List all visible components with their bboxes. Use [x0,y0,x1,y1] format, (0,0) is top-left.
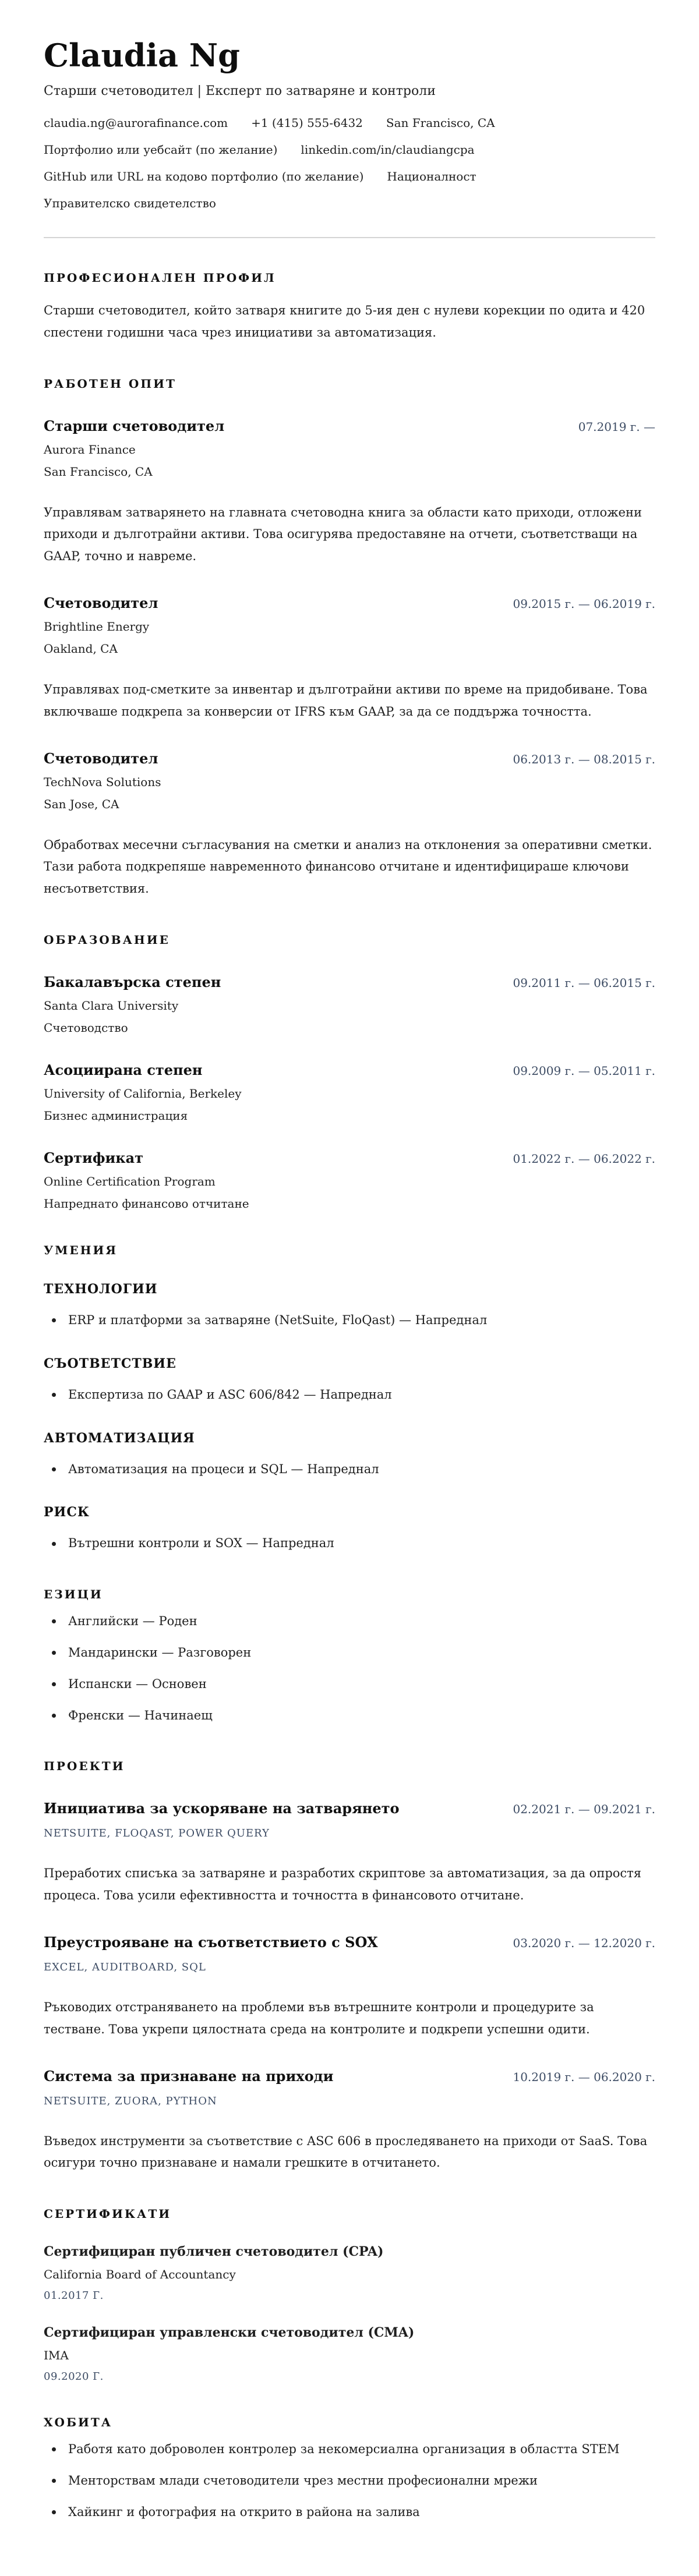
project-title: Инициатива за ускоряване на затварянето [44,1800,400,1817]
project-stack: NETSUITE, ZUORA, PYTHON [44,2094,217,2107]
project-head [44,2068,655,2085]
hobby-item: Работя като доброволен контролер за некомерсиална организация в областта STEM [44,2439,649,2461]
section-skills [44,1243,655,1555]
section-heading-education: ОБРАЗОВАНИЕ [44,933,170,947]
contact-row [44,169,655,183]
job-entry [44,417,655,568]
skill-item: Автоматизация на процеси и SQL — Напреднал [44,1459,649,1481]
section-heading-languages: ЕЗИЦИ [44,1587,103,1602]
contact-github-label: GitHub или URL на кодово портфолио (по желание) [44,169,364,184]
section-heading-experience: РАБОТЕН ОПИТ [44,376,176,391]
education-school: Santa Clara University [44,999,179,1013]
contact-linkedin: linkedin.com/in/claudiangcpa [301,143,475,157]
education-entry [44,1149,655,1211]
job-company: TechNova Solutions [44,774,161,789]
project-dates: 02.2021 г. — 09.2021 г. [513,1802,655,1817]
skill-group-title: ТЕХНОЛОГИИ [44,1282,158,1297]
project-title: Система за признаване на приходи [44,2067,334,2085]
contact-row [44,116,655,130]
job-entry [44,595,655,723]
project-stack: EXCEL, AUDITBOARD, SQL [44,1961,206,1974]
contact-portfolio-label: Портфолио или уебсайт (по желание) [44,143,278,157]
project-head [44,1934,655,1951]
skill-list [44,1533,655,1555]
contact-location: San Francisco, CA [386,116,495,130]
section-hobbies [44,2415,655,2523]
project-description: Преработих списъка за затваряне и разработих скриптове за автоматизация, за да опростя процеса. Това усили ефективността и точността в финансовото отчитане. [44,1866,642,1903]
section-education [44,933,655,1211]
section-certifications [44,2207,655,2383]
job-company: Aurora Finance [44,442,136,457]
language-item: Мандарински — Разговорен [44,1642,649,1664]
job-location: Oakland, CA [44,642,118,656]
job-dates: 06.2013 г. — 08.2015 г. [513,752,655,766]
section-heading-projects: ПРОЕКТИ [44,1759,125,1774]
section-heading-skills: УМЕНИЯ [44,1243,118,1258]
skill-item: Вътрешни контроли и SOX — Напреднал [44,1533,649,1555]
skill-group-title: РИСК [44,1505,90,1520]
degree-title: Сертификат [44,1149,144,1167]
job-title: Старши счетоводител [44,417,225,434]
contact-email: claudia.ng@aurorafinance.com [44,116,228,130]
project-dates: 03.2020 г. — 12.2020 г. [513,1936,655,1951]
job-head [44,595,655,611]
hobby-list [44,2439,655,2523]
certification-entry [44,2244,655,2302]
hobby-item: Хайкинг и фотография на открито в района на залива [44,2501,649,2524]
section-heading-hobbies: ХОБИТА [44,2415,113,2430]
section-heading-profile: ПРОФЕСИОНАЛЕН ПРОФИЛ [44,271,276,285]
skill-item: ERP и платформи за затваряне (NetSuite, FloQast) — Напреднал [44,1310,649,1332]
job-description: Обработвах месечни съгласувания на сметки и анализ на отклонения за оперативни сметки. Тази работа подкрепяше навременното финансово отчитане и идентифицираше ключови несъответствия. [44,837,652,896]
job-head [44,417,655,434]
profile-summary: Старши счетоводител, който затваря книгите до 5-ия ден с нулеви корекции по одита и 420 спестени годишни часа чрез инициативи за автоматизация. [44,303,645,339]
section-languages [44,1587,655,1726]
education-dates: 09.2011 г. — 06.2015 г. [513,976,655,990]
skill-group-title: АВТОМАТИЗАЦИЯ [44,1430,195,1446]
language-item: Английски — Роден [44,1611,649,1633]
job-entry [44,750,655,900]
language-list [44,1611,655,1726]
job-location: San Jose, CA [44,797,119,811]
project-head [44,1800,655,1817]
project-entry [44,1934,655,2041]
header-subtitle: Старши счетоводител | Експерт по затваряне и контроли [44,84,436,99]
project-entry [44,1800,655,1907]
education-head [44,974,655,990]
project-title: Преустрояване на съответствието с SOX [44,1934,378,1951]
header-name: Claudia Ng [44,37,240,74]
hobby-item: Менторствам млади счетоводители чрез местни професионални мрежи [44,2470,649,2492]
skill-list [44,1310,655,1332]
project-description: Ръководих отстраняването на проблеми във вътрешните контроли и процедурите за тестване. Това укрепи цялостната среда на контролите и подкрепи успешни одити. [44,2000,594,2036]
education-head [44,1061,655,1078]
education-field: Напреднато финансово отчитане [44,1197,249,1211]
job-description: Управлявах под-сметките за инвентар и дълготрайни активи по време на придобиване. Това включваше подкрепа за конверсии от IFRS към GAAP, за да се поддържа точността. [44,682,648,719]
contact-block [44,116,655,210]
language-item: Испански — Основен [44,1673,649,1696]
education-school: Online Certification Program [44,1174,216,1189]
cert-issuer: California Board of Accountancy [44,2267,236,2282]
project-dates: 10.2019 г. — 06.2020 г. [513,2069,655,2084]
contact-row [44,196,655,210]
degree-title: Асоциирана степен [44,1061,203,1079]
education-dates: 09.2009 г. — 05.2011 г. [513,1064,655,1078]
section-projects [44,1759,655,2174]
contact-license-label: Управителско свидетелство [44,196,216,211]
skill-item: Експертиза по GAAP и ASC 606/842 — Напреднал [44,1384,649,1406]
cert-date: 09.2020 Г. [44,2370,104,2383]
degree-title: Бакалавърска степен [44,974,221,991]
section-heading-certifications: СЕРТИФИКАТИ [44,2207,172,2221]
language-item: Френски — Начинаещ [44,1705,649,1727]
education-entry [44,974,655,1035]
skill-group-title: СЪОТВЕТСТВИЕ [44,1356,176,1371]
education-school: University of California, Berkeley [44,1087,242,1101]
contact-row [44,143,655,157]
project-description: Въведох инструменти за съответствие с ASC 606 в проследяването на приходи от SaaS. Това осигури точно признаване и намали грешките в отчитането. [44,2133,648,2170]
cert-title: Сертифициран публичен счетоводител (CPA) [44,2244,384,2260]
resume-header [44,37,655,238]
job-description: Управлявам затварянето на главната счетоводна книга за области като приходи, отложени приходи и дълготрайни активи. Това осигурява предоставяне на отчети, съответстващи на GAAP, точно и навреме. [44,505,642,564]
contact-phone: +1 (415) 555-6432 [251,116,363,130]
job-dates: 09.2015 г. — 06.2019 г. [513,597,655,611]
project-entry [44,2068,655,2175]
education-field: Счетоводство [44,1021,128,1035]
job-location: San Francisco, CA [44,464,153,479]
skill-list [44,1459,655,1481]
cert-title: Сертифициран управленски счетоводител (CMA) [44,2325,415,2341]
education-head [44,1149,655,1166]
contact-nationality-label: Националност [387,169,476,184]
job-head [44,750,655,767]
section-profile [44,271,655,344]
section-experience [44,377,655,900]
certification-entry [44,2325,655,2383]
cert-date: 01.2017 Г. [44,2290,104,2302]
job-dates: 07.2019 г. — [578,419,655,434]
skill-list [44,1384,655,1406]
header-divider [44,237,655,238]
education-entry [44,1061,655,1123]
education-field: Бизнес администрация [44,1109,188,1123]
job-title: Счетоводител [44,749,158,767]
job-company: Brightline Energy [44,620,150,634]
cert-issuer: IMA [44,2348,69,2363]
project-stack: NETSUITE, FLOQAST, POWER QUERY [44,1827,270,1840]
education-dates: 01.2022 г. — 06.2022 г. [513,1152,655,1166]
job-title: Счетоводител [44,595,158,612]
